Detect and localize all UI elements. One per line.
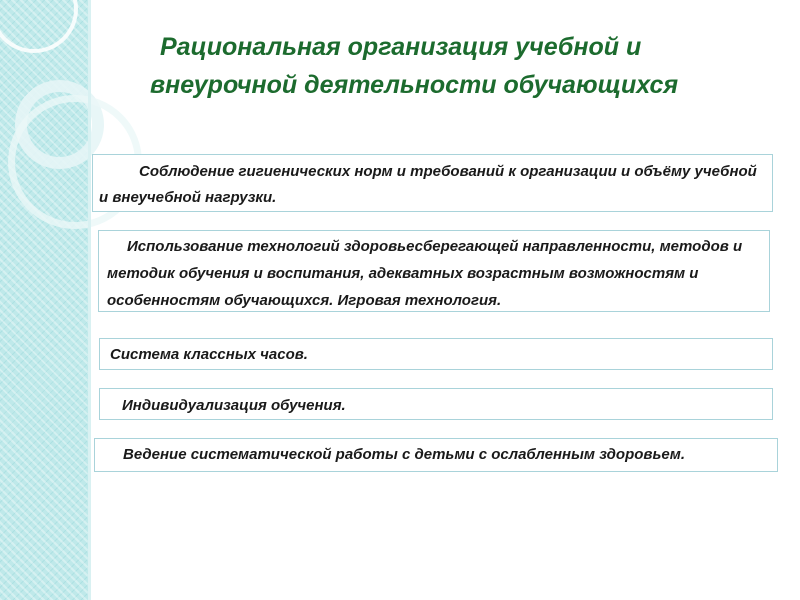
decorative-side-strip	[0, 0, 90, 600]
title-line-2: внеурочной деятельности обучающихся	[150, 71, 679, 99]
item-individualization: Индивидуализация обучения.	[99, 388, 773, 420]
strip-divider	[88, 0, 91, 600]
item-hygiene-norms: Соблюдение гигиенических норм и требований к организации и объёму учебной и внеучебной нагрузки.	[92, 154, 773, 212]
item-weak-health-work: Ведение систематической работы с детьми с ослабленным здоровьем.	[94, 438, 778, 472]
title-line-1: Рациональная организация учебной и	[160, 33, 642, 61]
slide-title	[150, 28, 780, 104]
item-health-technologies: Использование технологий здоровьесберегающей направленности, методов и методик обучения и воспитания, адекватных возрастным возможностям и особенностям обучающихся. Игровая технология.	[98, 230, 770, 312]
decorative-ring	[0, 0, 78, 53]
item-class-hours: Система классных часов.	[99, 338, 773, 370]
